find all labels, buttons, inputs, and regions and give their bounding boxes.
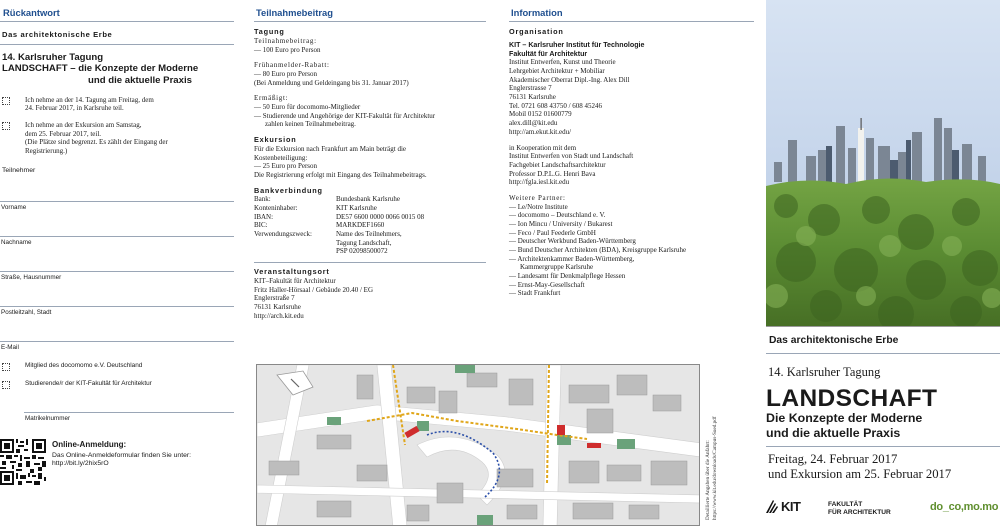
web-link-ekut[interactable]: http://am.ekut.kit.edu/ [509,127,572,136]
option-tagung: Ich nehme an der 14. Tagung am Freitag, dem 24. Februar 2017, in Karlsruhe teil. [0,96,234,113]
erm-heading: Ermäßigt: [254,94,289,103]
frueh-heading: Frühanmelder-Rabatt: [254,61,330,70]
ort-link[interactable]: http://arch.kit.edu [254,311,304,320]
cover-title: LANDSCHAFT [766,384,938,412]
erm-text: — 50 Euro für docomomo-Mitglieder — Studierende und Angehörige der KIT-Fakultät für Architektur zahlen keinen Teilnahmebeitrag. [254,102,436,129]
partner-heading: Weitere Partner: [509,193,566,202]
org-label: Das architektonische Erbe [2,30,113,39]
option-mitglied: Mitglied des docomomo e.V. Deutschland [0,362,234,371]
ort-heading: Veranstaltungsort [254,267,330,277]
reply-title: 14. Karlsruher Tagung LANDSCHAFT – die Konzepte der Moderne und die aktuelle Praxis [2,52,199,86]
logo-row [766,495,1000,525]
teilnehmer-label: Teilnehmer [2,167,36,175]
web-link-fgla[interactable]: http://fgla.iesl.kit.edu [509,178,570,187]
cover-date: Freitag, 24. Februar 2017 und Exkursion am 25. Februar 2017 [768,451,952,481]
organisation-heading: Organisation [509,27,564,36]
option-exkursion: Ich nehme an der Exkursion am Samstag, dem 25. Februar 2017, teil. (Die Plätze sind begrenzt. Es zählt der Eingang der Registrierung.) [0,121,234,155]
checkbox-exkursion[interactable] [2,122,10,130]
online-text: Das Online-Anmeldeformular finden Sie unter: [52,452,192,460]
online-link[interactable]: http://bit.ly/2hix5rO [52,460,109,468]
tagung-text: Teilnahmebeitrag: — 100 Euro pro Person [254,36,321,54]
cover-subtitle: Die Konzepte der Moderne und die aktuelle Praxis [766,411,923,440]
header-information: Information [509,0,754,22]
column-rueckantwort [0,0,234,530]
campus-map[interactable] [256,364,700,526]
kit-logo: KIT [766,499,800,513]
docomomo-logo: do_co,mo.mo [930,501,999,513]
option-studierende: Studierende/r der KIT-Fakultät für Architektur [0,380,234,389]
tagung-heading: Tagung [254,27,285,36]
ort-text: KIT–Fakultät für Architektur Fritz Haller-Hörsaal / Gebäude 20.40 / EG Englerstraße 7 76131 Karlsruhe http://arch.kit.edu [254,277,486,320]
field-strasse[interactable]: Straße, Hausnummer [0,241,234,272]
cover-org: Das architektonische Erbe [769,335,899,346]
field-vorname[interactable]: Vorname [0,179,234,202]
online-anmeldung [0,439,234,485]
field-nachname[interactable]: Nachname [0,206,234,237]
cover-tagung: 14. Karlsruher Tagung [768,364,881,379]
kooperation-text: in Kooperation mit dem Institut Entwerfen von Stadt und Landschaft Fachgebiet Landschaftsarchitektur Professor D.P.L.G. Henri Bava http://fgla.iesl.kit.edu [509,144,754,187]
checkbox-mitglied[interactable] [2,363,10,371]
organisation-text: KIT – Karlsruher Institut für Technologie Fakultät für Architektur Institut Entwerfen, Kunst und Theorie Lehrgebiet Architektur + Mobiliar Akademischer Oberrat Dipl.-Ing. Alex Dill Englerstrasse 7 76131 Karlsruhe Tel. 0721 608 43750 / 608 45246 Mobil 0152 01600779 alex.dill@kit.edu http://am.ekut.kit.edu/ [509,41,754,137]
field-email[interactable]: E-Mail [0,311,234,342]
kit-logo-icon [766,499,780,513]
exkursion-text: Für die Exkursion nach Frankfurt am Main beträgt die Kostenbeteiligung: — 25 Euro pro Person Die Registrierung erfolgt mit Eingang des Teilnahmebeitrags. [254,144,427,179]
cover-panel [766,326,1000,530]
checkbox-tagung[interactable] [2,97,10,105]
field-plz-stadt[interactable]: Postleitzahl, Stadt [0,276,234,307]
frankfurt-skyline-photo [766,0,1000,326]
bank-heading: Bankverbindung [254,185,323,195]
bank-table: Bank: Bundesbank Karlsruhe Konteninhaber: KIT Karlsruhe IBAN: DE57 6600 0000 0066 0015 08 BIC: MARKDEF1660 Verwendungszweck: Name des Teilnehmers, Tagung Landschaft, PSP 02098500072 [254,195,425,256]
map-note: Detaillierte Angaben über die Anfahrt: https://www.kit.edu/downloads/Campus-Sued.pdf [705,360,719,520]
field-matrikel[interactable]: Matrikelnummer [24,393,234,413]
header-rueckantwort: Rückantwort [0,0,234,22]
frueh-text: — 80 Euro pro Person (Bei Anmeldung und Geldeingang bis 31. Januar 2017) [254,69,409,87]
exkursion-heading: Exkursion [254,134,297,144]
header-teilnahmebeitrag: Teilnahmebeitrag [254,0,486,22]
qr-code-icon[interactable] [0,439,46,485]
fakultaet-logo: FAKULTÄT FÜR ARCHITEKTUR [828,501,891,516]
online-title: Online-Anmeldung: [52,440,127,450]
map-pdf-link[interactable]: https://www.kit.edu/downloads/Campus-Sued.pdf [711,416,718,520]
email-link[interactable]: alex.dill@kit.edu [509,119,558,128]
partner-list: — Le/Notre Institute — docomomo – Deutschland e. V. — Ion Mincu / University / Bukarest — Feco / Paul Feederle GmbH — Deutscher Werkbund Baden-Württemberg — Bund Deutscher Architekten (BDA), Kreisgruppe Karlsruhe — Architektenkammer Baden-Württemberg, Kammergruppe Karlsruhe — Landesamt für Denkmalpflege Hessen — Ernst-May-Gesellschaft — Stadt Frankfurt [509,202,687,298]
checkbox-studierende[interactable] [2,381,10,389]
